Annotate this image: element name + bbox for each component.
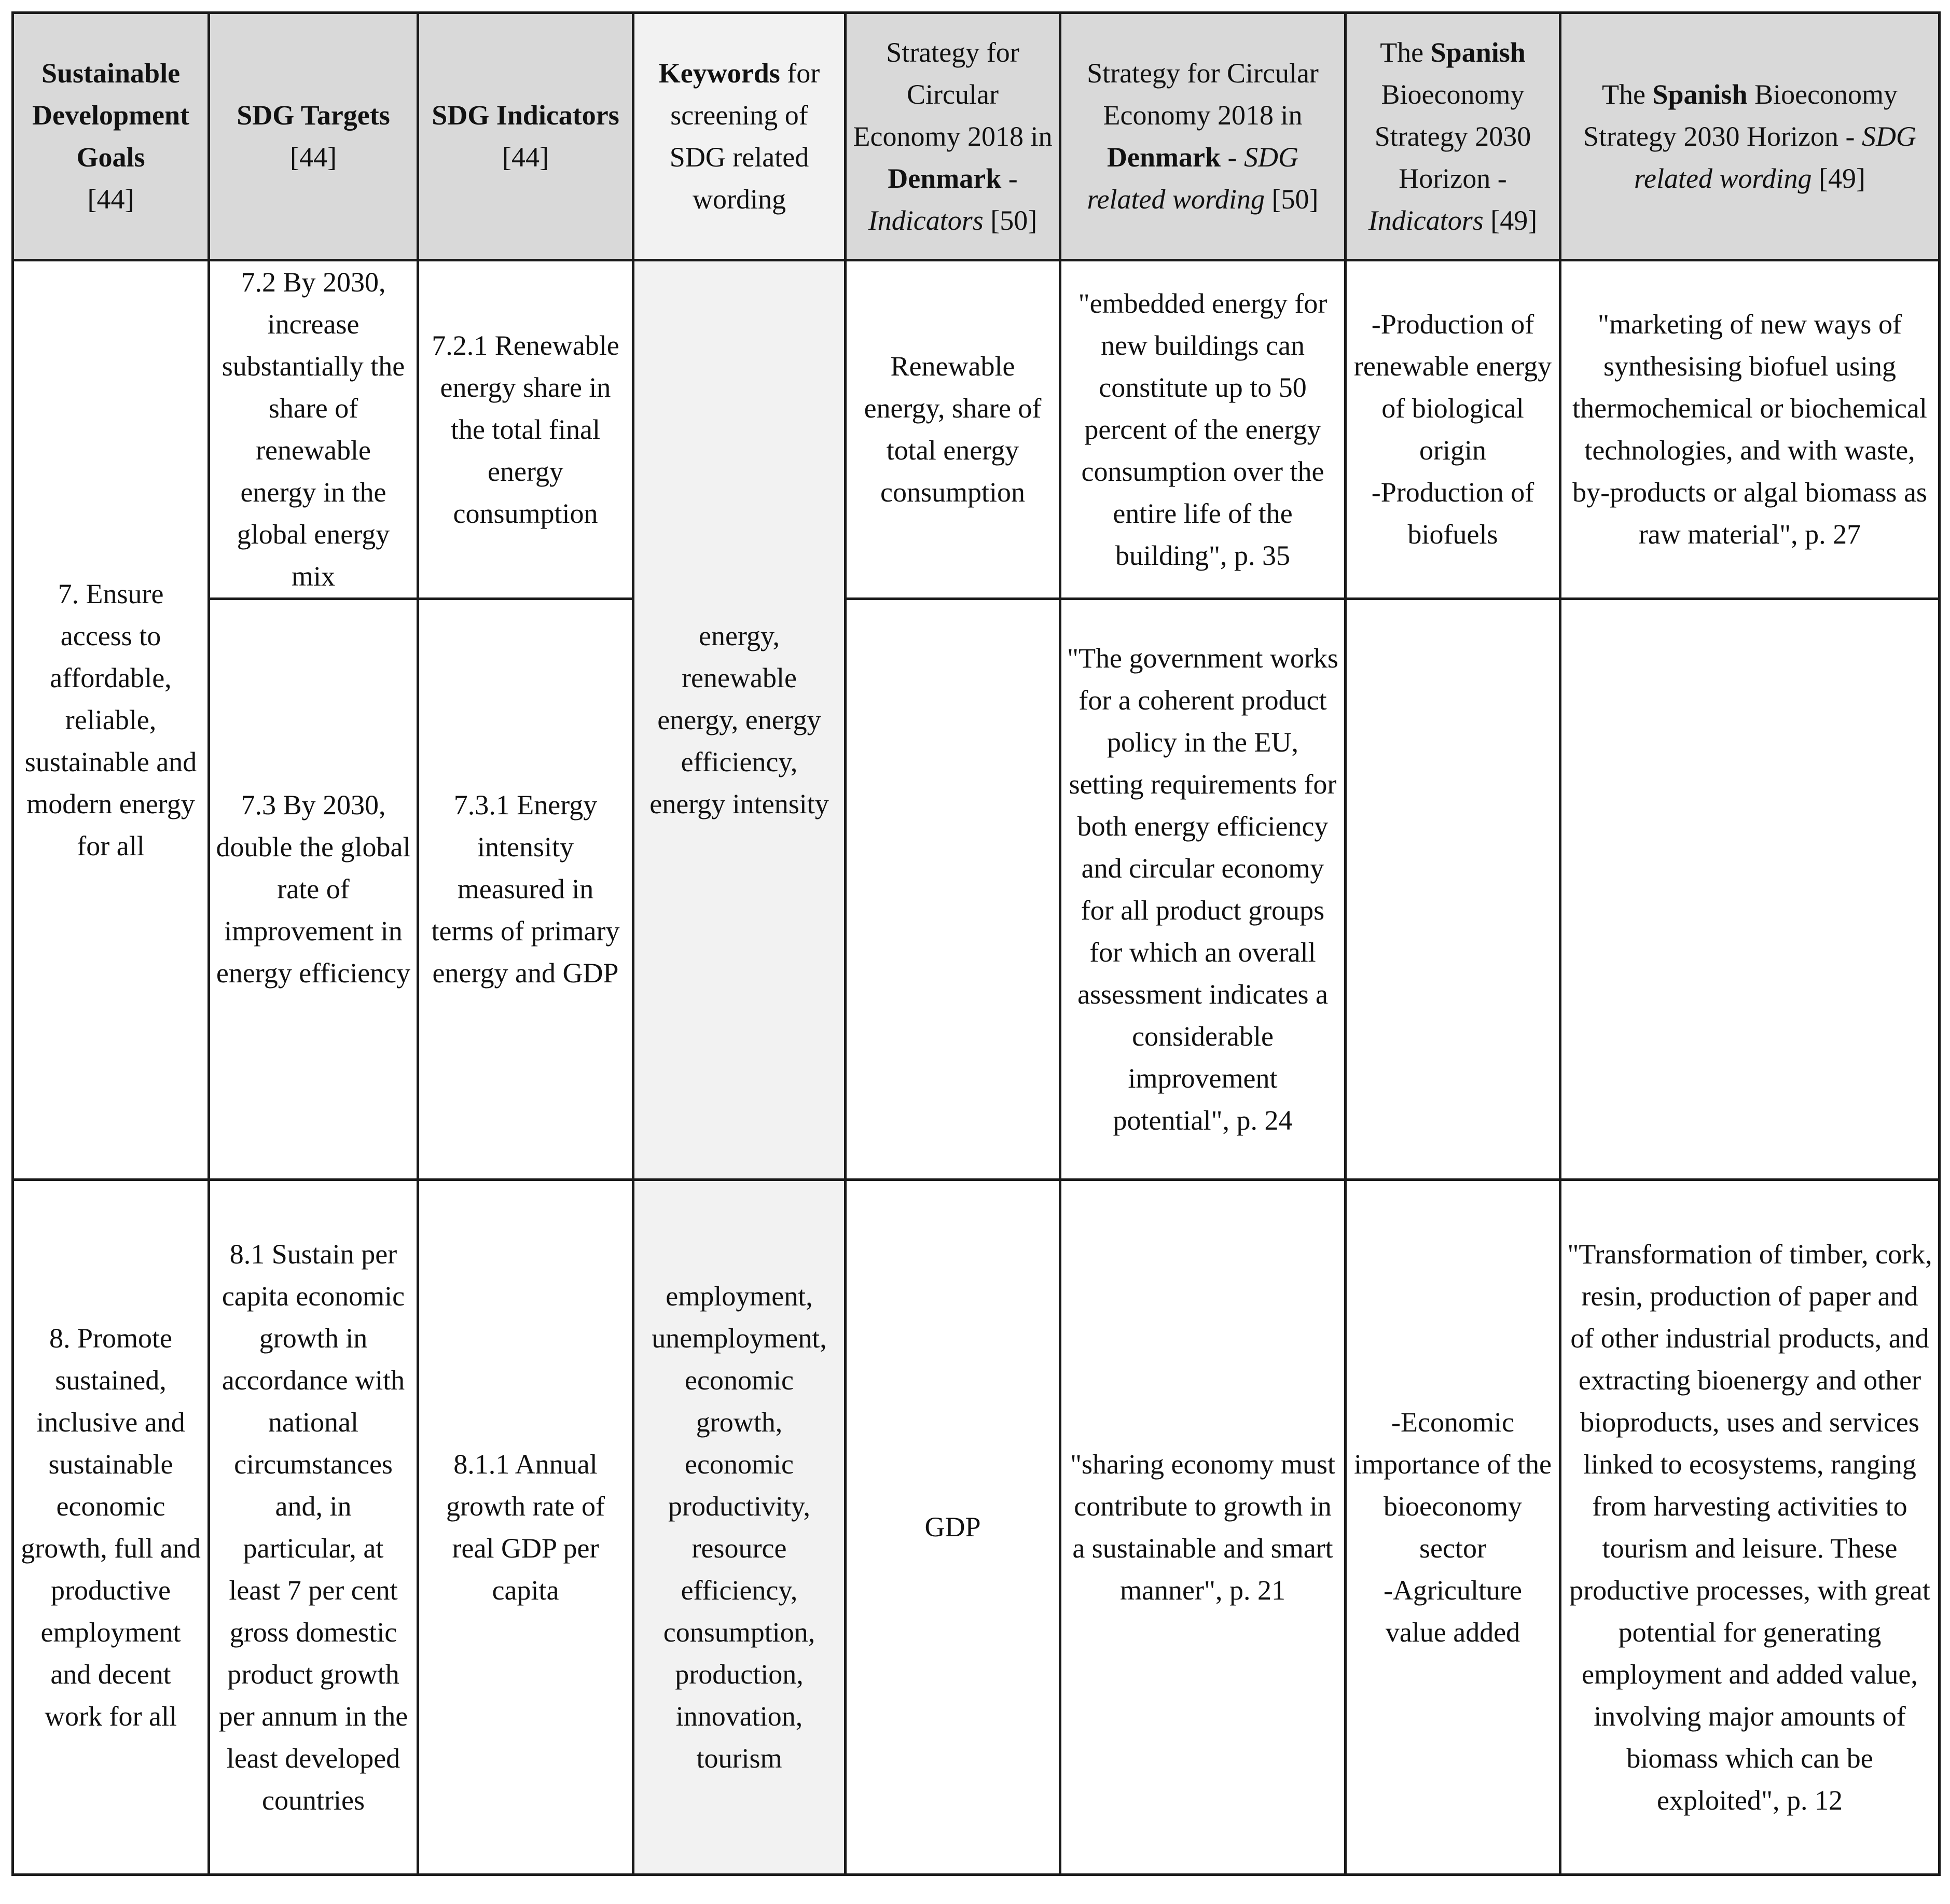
header-dk-indicators-bold: Denmark xyxy=(888,162,1002,194)
header-dk-indicators-mid: - xyxy=(1001,162,1018,194)
header-es-indicators-pre: The xyxy=(1380,36,1431,68)
dk-wording-cell: "embedded energy for new buildings can constitute up to 50 percent of the energy consumption over the entire life of the building", p. 35 xyxy=(1060,260,1346,599)
header-es-indicators-mid: Bioeconomy Strategy 2030 Horizon - xyxy=(1374,78,1531,194)
header-es-wording-pre: The xyxy=(1601,78,1653,110)
header-dk-wording-pre: Strategy for Circular Economy 2018 in xyxy=(1087,58,1319,131)
header-es-wording xyxy=(1560,13,1940,260)
header-es-indicators-italic: Indicators xyxy=(1368,204,1484,236)
header-dk-indicators-pre: Strategy for Circular Economy 2018 in xyxy=(853,36,1053,152)
header-targets-title: SDG Targets xyxy=(237,100,390,131)
indicator-8-1-1-cell: 8.1.1 Annual growth rate of real GDP per capita xyxy=(418,1180,633,1875)
header-keywords-rest: for screening of SDG related wording xyxy=(669,58,820,215)
header-dk-indicators-italic: Indicators xyxy=(868,204,984,236)
header-indicators xyxy=(418,13,633,260)
dk-wording-cell: "sharing economy must contribute to growth in a sustainable and smart manner", p. 21 xyxy=(1060,1180,1346,1875)
header-dk-indicators xyxy=(846,13,1060,260)
target-7-2-cell: 7.2 By 2030, increase substantially the share of renewable energy in the global energy mix xyxy=(209,260,418,599)
dk-indicators-cell xyxy=(846,599,1060,1180)
dk-wording-cell: "The government works for a coherent product policy in the EU, setting requirements for both energy efficiency and circular economy for all product groups for which an overall assessment indicates a considerable improvement potential", p. 24 xyxy=(1060,599,1346,1180)
goal-7-cell: 7. Ensure access to affordable, reliable, sustainable and modern energy for all xyxy=(13,260,209,1180)
dk-indicators-cell: Renewable energy, share of total energy consumption xyxy=(846,260,1060,599)
header-indicators-ref: [44] xyxy=(502,142,549,173)
table-row xyxy=(13,599,1940,1180)
header-dk-wording-mid: - xyxy=(1221,142,1244,173)
header-dk-wording-italic: SDG related wording xyxy=(1087,142,1298,215)
es-wording-cell: "marketing of new ways of synthesising biofuel using thermochemical or biochemical technologies, and with waste, by-products or algal biomass as raw material", p. 27 xyxy=(1560,260,1940,599)
target-7-3-cell: 7.3 By 2030, double the global rate of improvement in energy efficiency xyxy=(209,599,418,1180)
header-row xyxy=(13,13,1940,260)
header-es-wording-bold: Spanish xyxy=(1652,78,1748,110)
header-goals-ref: [44] xyxy=(87,184,134,215)
es-indicators-cell xyxy=(1346,599,1560,1180)
header-indicators-title: SDG Indicators xyxy=(432,100,619,131)
header-keywords xyxy=(633,13,846,260)
header-es-indicators xyxy=(1346,13,1560,260)
sdg-comparison-table-wrapper xyxy=(11,11,1941,1876)
es-indicators-cell: -Production of renewable energy of biological origin -Production of biofuels xyxy=(1346,260,1560,599)
header-dk-wording-ref: [50] xyxy=(1265,184,1319,215)
indicator-7-3-1-cell: 7.3.1 Energy intensity measured in terms of primary energy and GDP xyxy=(418,599,633,1180)
table-row xyxy=(13,260,1940,599)
target-8-1-cell: 8.1 Sustain per capita economic growth in accordance with national circumstances and, in particular, at least 7 per cent gross domestic product growth per annum in the least developed countries xyxy=(209,1180,418,1875)
header-goals xyxy=(13,13,209,260)
header-dk-indicators-ref: [50] xyxy=(983,204,1038,236)
header-targets xyxy=(209,13,418,260)
dk-indicators-cell: GDP xyxy=(846,1180,1060,1875)
sdg-comparison-table xyxy=(11,11,1941,1876)
header-dk-wording-bold: Denmark xyxy=(1107,142,1221,173)
header-targets-ref: [44] xyxy=(290,142,337,173)
header-es-wording-italic: SDG related wording xyxy=(1634,120,1916,194)
es-wording-cell: "Transformation of timber, cork, resin, production of paper and of other industrial products, and extracting bioenergy and other bioproducts, uses and services linked to ecosystems, ranging from harvesting activities to tourism and leisure. These productive processes, with great potential for generating employment and added value, involving major amounts of biomass which can be exploited", p. 12 xyxy=(1560,1180,1940,1875)
es-wording-cell xyxy=(1560,599,1940,1180)
header-dk-wording xyxy=(1060,13,1346,260)
header-es-indicators-bold: Spanish xyxy=(1430,36,1526,68)
table-row xyxy=(13,1180,1940,1875)
goal-8-cell: 8. Promote sustained, inclusive and sustainable economic growth, full and productive employment and decent work for all xyxy=(13,1180,209,1875)
keywords-goal-8-cell: employment, unemployment, economic growth, economic productivity, resource efficiency, consumption, production, innovation, tourism xyxy=(633,1180,846,1875)
indicator-7-2-1-cell: 7.2.1 Renewable energy share in the total final energy consumption xyxy=(418,260,633,599)
header-es-indicators-ref: [49] xyxy=(1483,204,1538,236)
header-es-wording-mid: Bioeconomy Strategy 2030 Horizon - xyxy=(1583,78,1898,152)
es-indicators-cell: -Economic importance of the bioeconomy sector -Agriculture value added xyxy=(1346,1180,1560,1875)
keywords-goal-7-cell: energy, renewable energy, energy efficiency, energy intensity xyxy=(633,260,846,1180)
header-goals-title: Sustainable Development Goals xyxy=(32,58,189,173)
header-es-wording-ref: [49] xyxy=(1811,162,1865,194)
header-keywords-bold: Keywords xyxy=(658,58,780,89)
